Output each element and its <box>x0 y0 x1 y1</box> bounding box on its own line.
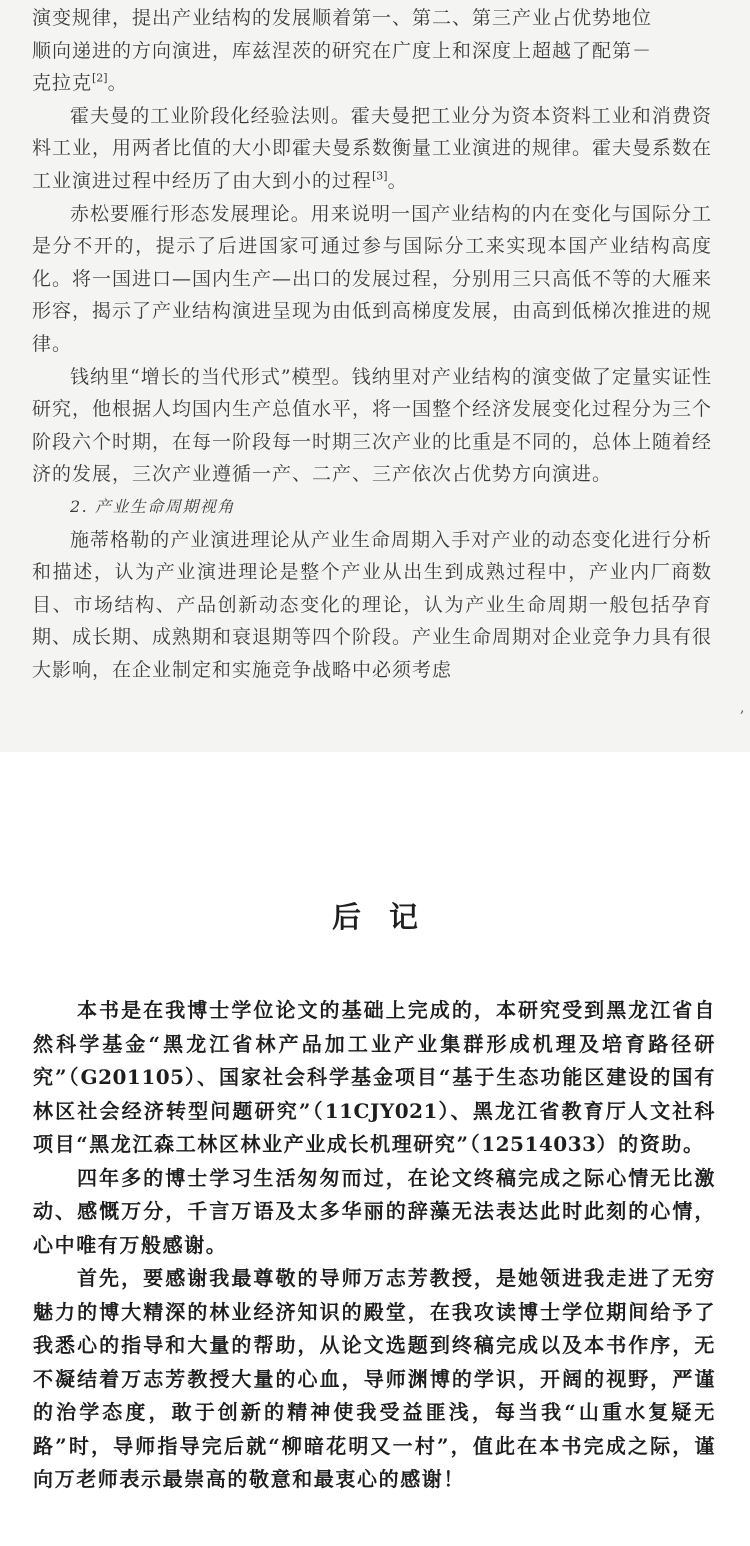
previous-page-excerpt <box>0 0 750 752</box>
previous-page-body <box>0 2 712 686</box>
citation-marker: [3] <box>372 169 388 183</box>
afterword-title: 后记 <box>331 900 446 934</box>
paragraph-industry-structure-law: 演变规律，提出产业结构的发展顺着第一、第二、第三产业占优势地位 顺向递进的方向演进，库兹涅茨的研究在广度上和深度上超越了配第－ 克拉克[2]。 <box>32 7 653 95</box>
scan-speck: , <box>740 700 745 716</box>
afterword-body <box>0 994 716 1497</box>
afterword-paragraph-funding: 本书是在我博士学位论文的基础上完成的，本研究受到黑龙江省自然科学基金“黑龙江省林产品加工业产业集群形成机理及培育路径研究”（G201105）、国家社会科学基金项目“基于生态功能区建设的国有林区社会经济转型问题研究”（11CJY021）、黑龙江省教育厅人文社科项目“黑龙江森工林区林业产业成长机理研究”（12514033）的资助。 <box>33 998 716 1156</box>
paragraph-hoffmann-law: 霍夫曼的工业阶段化经验法则。霍夫曼把工业分为资本资料工业和消费资料工业，用两者比值的大小即霍夫曼系数衡量工业演进的规律。霍夫曼系数在工业演进过程中经历了由大到小的过程[3]。 <box>32 104 713 192</box>
paragraph-industry-life-cycle: 施蒂格勒的产业演进理论从产业生命周期入手对产业的动态变化进行分析和描述，认为产业演进理论是整个产业从出生到成熟过程中，产业内厂商数目、市场结构、产品创新动态变化的理论，认为产业生命周期一般包括孕育期、成长期、成熟期和衰退期等四个阶段。产业生命周期对企业竞争力具有很大影响，在企业制定和实施竞争战略中必须考虑 <box>32 528 713 681</box>
section-subheading: 2. 产业生命周期视角 <box>70 496 235 516</box>
citation-marker: [2] <box>92 71 108 85</box>
paragraph-chenery-model: 钱纳里“增长的当代形式”模型。钱纳里对产业结构的演变做了定量实证性研究，他根据人均国内生产总值水平，将一国整个经济发展变化过程分为三个阶段六个时期，在每一阶段每一时期三次产业的比重是不同的，总体上随着经济的发展，三次产业遵循一产、二产、三产依次占优势方向演进。 <box>32 365 713 486</box>
paragraph-flying-geese-theory: 赤松要雁行形态发展理论。用来说明一国产业结构的内在变化与国际分工是分不开的，提示了后进国家可通过参与国际分工来实现本国产业结构高度化。将一国进口—国内生产—出口的发展过程，分别用三只高低不等的大雁来形容，揭示了产业结构演进呈现为由低到高梯度发展，由高到低梯次推进的规律。 <box>32 202 713 355</box>
afterword-paragraph-gratitude: 四年多的博士学习生活匆匆而过，在论文终稿完成之际心情无比激动、感慨万分，千言万语及太多华丽的辞藻无法表达此时此刻的心情，心中唯有万般感谢。 <box>33 1165 716 1257</box>
afterword-paragraph-advisor: 首先，要感谢我最尊敬的导师万志芳教授，是她领进我走进了无穷魅力的博大精深的林业经济知识的殿堂，在我攻读博士学位期间给予了我悉心的指导和大量的帮助，从论文选题到终稿完成以及本书作序，无不凝结着万志芳教授大量的心血，导师渊博的学识，开阔的视野，严谨的治学态度，敢于创新的精神使我受益匪浅，每当我“山重水复疑无路”时，导师指导完后就“柳暗花明又一村”，值此在本书完成之际，谨向万老师表示最崇高的敬意和最衷心的感谢！ <box>33 1266 716 1491</box>
